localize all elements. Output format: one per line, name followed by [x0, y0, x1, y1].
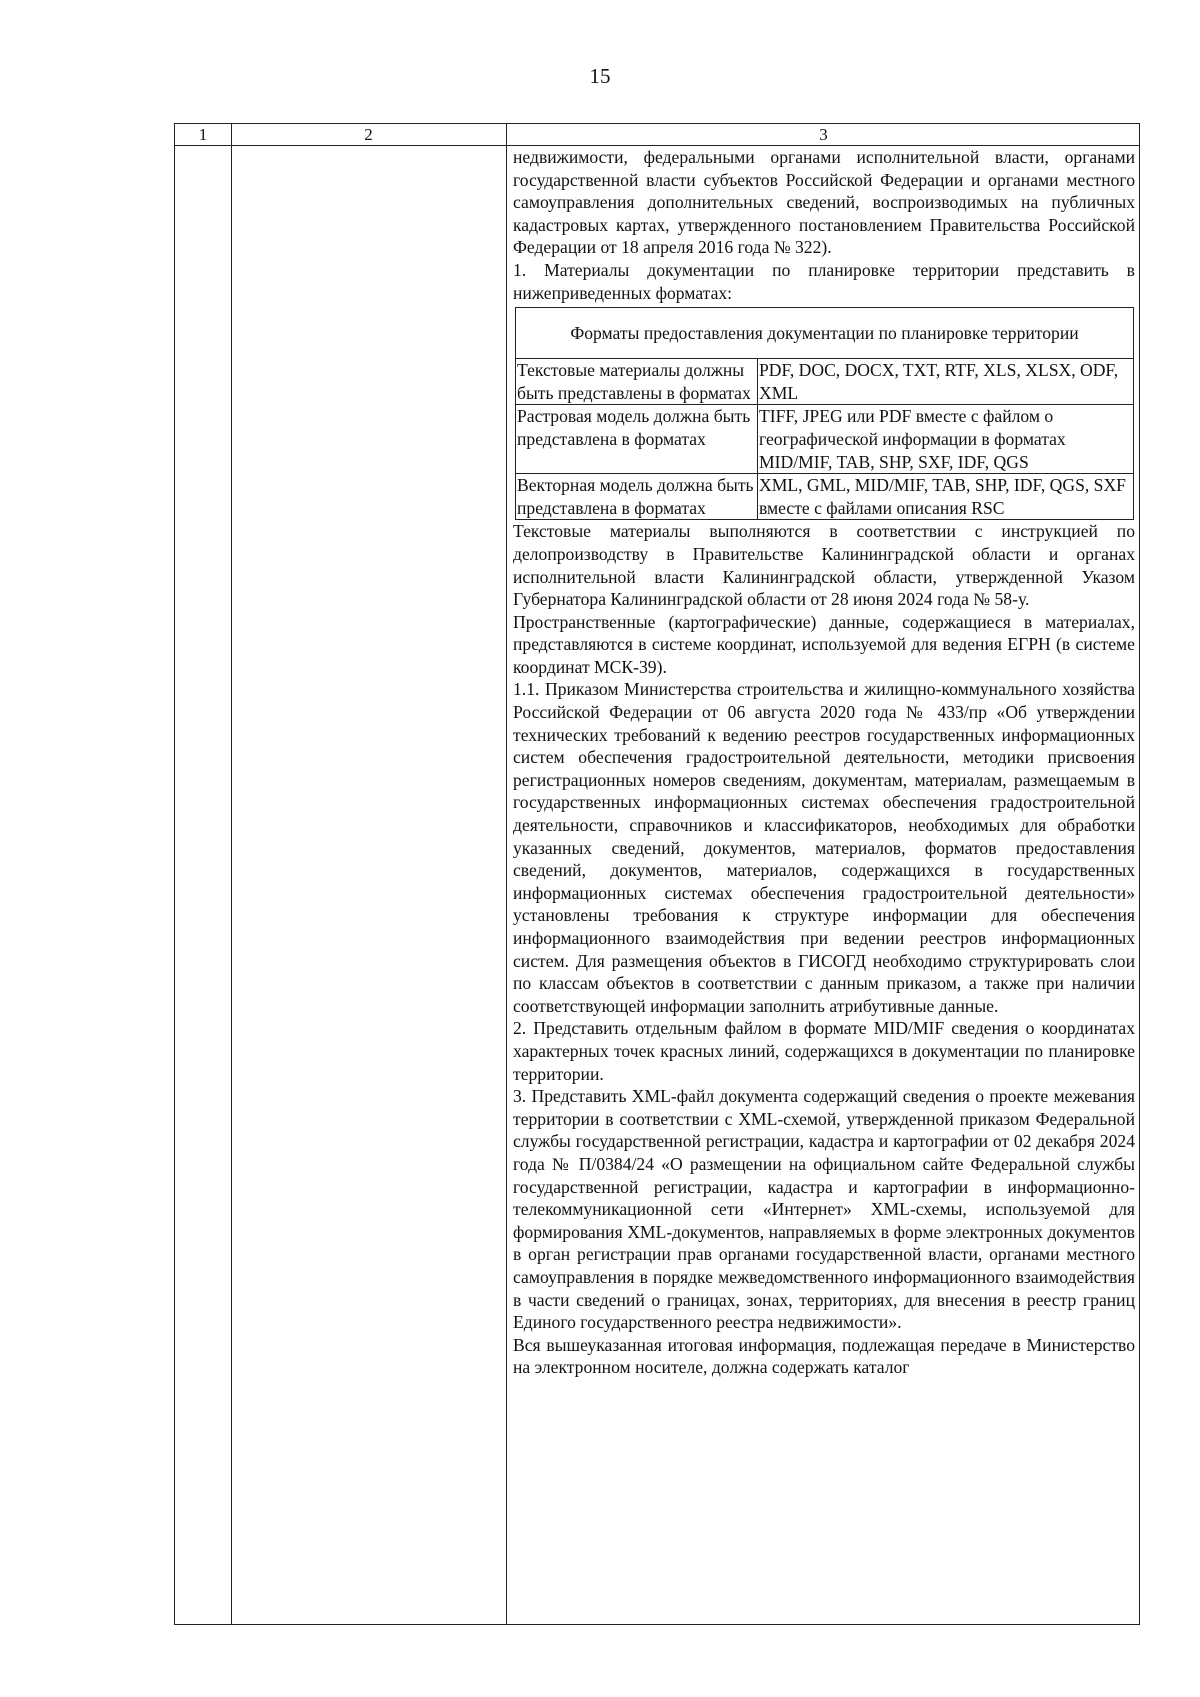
column-header-1: 1: [198, 125, 208, 144]
formats-row-value: XML, GML, MID/MIF, TAB, SHP, IDF, QGS, SXF вместе с файлами описания RSC: [759, 475, 1126, 518]
formats-table: [515, 307, 1134, 520]
formats-table-title: Форматы предоставления документации по планировке территории: [516, 308, 1133, 359]
paragraph: недвижимости, федеральными органами исполнительной власти, органами государственной власти субъектов Российской Федерации и органами местного самоуправления дополнительных сведений, воспроизводимых на публичных кадастровых картах, утвержденного постановлением Правительства Российской Федерации от 18 апреля 2016 года № 322).: [513, 147, 1135, 258]
paragraph: Текстовые материалы выполняются в соответствии с инструкцией по делопроизводству в Правительстве Калининградской области и органах исполнительной власти Калининградской области, утвержденной Указом Губернатора Калининградской области от 28 июня 2024 года № 58-у.: [513, 521, 1135, 610]
formats-row-label: Текстовые материалы должны быть представлены в форматах: [516, 359, 758, 404]
paragraph: Пространственные (картографические) данные, содержащиеся в материалах, представляются в системе координат, используемой для ведения ЕГРН (в системе координат МСК-39).: [513, 611, 1135, 677]
formats-row-value: PDF, DOC, DOCX, TXT, RTF, XLS, XLSX, ODF, XML: [759, 360, 1119, 403]
main-table: [174, 123, 1140, 1625]
formats-table-row: [516, 405, 1133, 474]
paragraph: 3. Представить XML-файл документа содержащий сведения о проекте межевания территории в соответствии с XML-схемой, утвержденной приказом Федеральной службы государственной регистрации, кадастра и картографии от 02 декабря 2024 года № П/0384/24 «О размещении на официальном сайте Федеральной службы государственной регистрации, кадастра и картографии в информационно-телекоммуникационной сети «Интернет» XML-схемы, используемой для формирования XML-документов, направляемых в форме электронных документов в орган регистрации прав органами государственной власти, органами местного самоуправления в порядке межведомственного информационного взаимодействия в части сведений о границах, зонах, территориях, для внесения в реестр границ Единого государственного реестра недвижимости».: [513, 1086, 1135, 1333]
column-header-2: 2: [364, 125, 373, 144]
column-3-content: [513, 146, 1135, 1379]
paragraph: 1.1. Приказом Министерства строительства и жилищно-коммунального хозяйства Российской Федерации от 06 августа 2020 года № 433/пр «Об утверждении технических требований к ведению реестров государственных информационных систем обеспечения градостроительной деятельности, методики присвоения регистрационных номеров сведениям, документам, материалам, размещаемым в государственных информационных системах обеспечения градостроительной деятельности, справочников и классификаторов, необходимых для обработки указанных сведений, документов, материалов, форматов предоставления сведений, документов, материалов, содержащихся в государственных информационных системах обеспечения градостроительной деятельности» установлены требования к структуре информации для обеспечения информационного взаимодействия при ведении реестров информационных систем. Для размещения объектов в ГИСОГД необходимо структурировать слои по классам объектов в соответствии с данным приказом, а также при наличии соответствующей информации заполнить атрибутивные данные.: [513, 679, 1135, 1016]
paragraph: Вся вышеуказанная итоговая информация, подлежащая передаче в Министерство на электронном носителе, должна содержать каталог: [513, 1334, 1135, 1378]
formats-table-row: [516, 474, 1133, 519]
paragraph: 2. Представить отдельным файлом в формате MID/MIF сведения о координатах характерных точек красных линий, содержащихся в документации по планировке территории.: [513, 1018, 1135, 1084]
column-divider-2: [506, 124, 507, 1624]
formats-row-label: Растровая модель должна быть представлена в форматах: [516, 405, 758, 473]
column-header-3: 3: [819, 125, 828, 144]
formats-table-row: [516, 359, 1133, 405]
page-number: 15: [589, 64, 611, 88]
column-divider-1: [231, 124, 232, 1624]
formats-row-value: TIFF, JPEG или PDF вместе с файлом о географической информации в форматах MID/MIF, TAB, SHP, SXF, IDF, QGS: [759, 406, 1066, 472]
formats-row-label: Векторная модель должна быть представлена в форматах: [516, 474, 758, 519]
paragraph: 1. Материалы документации по планировке территории представить в нижеприведенных форматах:: [513, 259, 1135, 303]
